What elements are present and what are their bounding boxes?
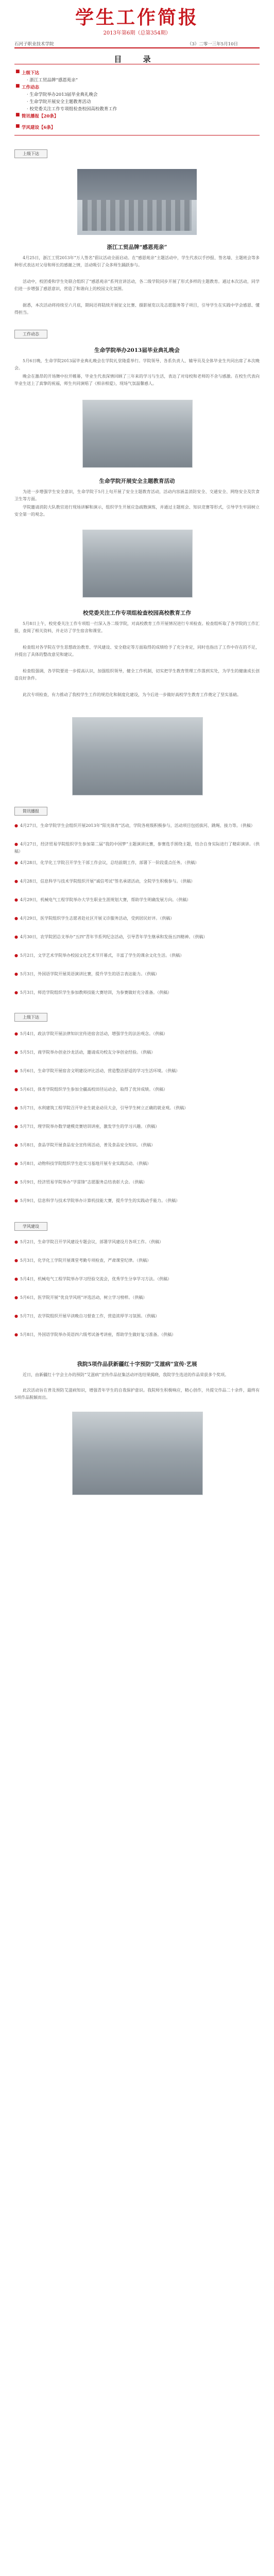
news-item (14, 1179, 260, 1186)
bullet-icon: ● (14, 953, 18, 958)
news-item (14, 1067, 260, 1075)
article-paragraph: 4月25日，浙江工贸2013年“万人签名”倡议活动全面启动。在“感恩苑亲”主题活动中，学生代表以手抄报、签名墙、主题班会等多种形式表达对父母和师长的感谢之情，活动吸引了众多师生踊跃参与。 (14, 256, 260, 267)
news-item (14, 1030, 260, 1038)
banner-backdrop (77, 169, 197, 200)
bullet-icon: ● (14, 990, 18, 995)
news-item (14, 1160, 260, 1167)
article-paragraph: 此次专项检查，有力推动了我校学生工作的规范化和制度化建设，为今后进一步做好高校学生教育工作奠定了坚实基础。 (23, 692, 241, 697)
news-item (14, 1142, 260, 1149)
news-text: 4月29日，医学院组织学生志愿者赴社区开展义诊服务活动，受到居民好评。（供稿） (20, 916, 175, 921)
bullet-icon: ● (14, 1050, 18, 1055)
news-text: 5月7日，理学院举办数学建模竞赛培训讲座，激发学生的学习兴趣。（供稿） (20, 1124, 160, 1129)
toc-title: 目 录 (114, 55, 160, 64)
toc-bullet-icon: ■ (15, 112, 20, 117)
article-paragraph: 活动中，校团委和学生处联合组织了“感恩苑亲”系列宣讲活动，各二级学院同步开展了形式多样的主题教育。通过本次活动，同学们进一步增强了感恩意识，营造了和谐向上的校园文化氛围。 (14, 279, 260, 291)
bullet-icon: ● (14, 860, 18, 865)
section-tag-upper: 上级下达 (14, 149, 47, 158)
bullet-icon: ● (14, 1198, 18, 1203)
bullet-icon: ● (14, 1180, 18, 1184)
masthead-subtitle: 2013年第6期（总第354期） (103, 30, 171, 36)
study-text: 5月6日，医学院开展“优良学风班”评选活动，树立学习榜样。（供稿） (20, 1295, 147, 1300)
toc-bullet-icon: ■ (15, 83, 20, 89)
bullet-icon: ● (14, 1124, 18, 1129)
article-paragraph: 检查组强调，各学院要进一步提高认识，加强组织领导，健全工作机制，切实把学生教育管理工作落到实处，为学生的健康成长创造良好条件。 (14, 669, 260, 681)
news-text: 4月29日，机械电气工程学院举办大学生职业生涯规划大赛，帮助学生明确发展方向。（供稿） (20, 897, 191, 902)
study-item (14, 1239, 260, 1246)
news-text: 5月5日，商学院举办创业沙龙活动，邀请成功校友分享创业经验。（供稿） (20, 1050, 156, 1055)
toc-section-news[interactable]: 简讯播报【20条】 (22, 114, 59, 119)
news-text: 5月2日，文学艺术学院举办校园文化艺术节开幕式，丰富了学生的课余文化生活。（供稿） (20, 953, 184, 958)
article-paragraph: 此次活动旨在普及预防艾滋病知识，增强青年学生的自我保护意识。我院师生积极响应，精心创作，共提交作品二十余件，最终有5项作品脱颖而出。 (14, 1388, 260, 1400)
bullet-icon: ● (14, 972, 18, 976)
bullet-icon: ● (14, 935, 18, 939)
toc-bullet-icon: ■ (15, 69, 20, 74)
toc-item[interactable]: · 校党委关注工作专项组检查校园高校教育工作 (27, 107, 117, 112)
article-title: 生命学院举办2013届毕业典礼晚会 (94, 347, 180, 353)
toc-item[interactable]: · 浙江工贸品牌“感恩苑亲” (27, 78, 78, 83)
toc-item[interactable]: · 生命学院开展安全主题教育活动 (27, 99, 91, 105)
news-text: 4月28日，化学化工学院召开学生干部工作会议，总结前期工作，部署下一阶段重点任务。（供稿） (20, 860, 199, 865)
bullet-icon: ● (14, 1143, 18, 1147)
bullet-icon: ● (14, 879, 18, 884)
bullet-icon: ● (14, 1106, 18, 1110)
news-text: 5月3日，师范学院组织学生参加教师技能大赛培训，为参赛做好充分准备。（供稿） (20, 990, 172, 995)
article-title: 浙江工贸品牌“感恩苑亲” (107, 244, 167, 250)
news-item (14, 915, 260, 922)
toc-section-work[interactable]: 工作动态 (22, 85, 40, 90)
bullet-icon: ● (14, 1240, 18, 1244)
study-item (14, 1276, 260, 1283)
news-item (14, 1105, 260, 1112)
study-text: 5月8日，外国语学院举办英语四六级考试备考讲座，帮助学生做好复习准备。（供稿） (20, 1332, 176, 1337)
news-text: 4月27日，生命学院学生会组织开展2013年“阳光体育”活动，学院各班级积极参与，活动项目包括拔河、跳绳、接力等。（供稿） (20, 823, 255, 828)
bullet-icon: ● (14, 1161, 18, 1166)
news-text: 4月28日，信息科学与技术学院组织开展“诚信考试”签名承诺活动，全院学生积极参与。（供稿） (20, 879, 195, 884)
news-text: 4月30日，农学院团总支举办“五四”青年节系列纪念活动，引导青年学生继承和发扬五四精神。（供稿） (20, 935, 208, 939)
news-item (14, 841, 260, 855)
bullet-icon: ● (14, 1087, 18, 1092)
article-paragraph: 近日，由新疆红十字会主办的预防“艾滋病”宣传作品征集活动评选结果揭晓，我院学生选送的作品荣获多个奖项。 (23, 1372, 229, 1377)
bullet-icon: ● (14, 1332, 18, 1337)
news-text: 5月4日，政法学院开展法律知识宣传进宿舍活动，增强学生的法治观念。（供稿） (20, 1031, 168, 1036)
news-text: 5月9日，经济贸易学院举办“学雷锋”志愿服务总结表彰大会。（供稿） (20, 1180, 147, 1184)
news-item (14, 822, 260, 829)
bullet-icon: ● (14, 842, 19, 846)
news-item (14, 1123, 260, 1130)
article-photo (72, 717, 203, 795)
news-text: 5月6日，体育学院组织学生参加全疆高校田径运动会，取得了优异成绩。（供稿） (20, 1087, 168, 1092)
news-text: 4月27日，经济贸易学院组织学生参加第二届“我的中国梦”主题演讲比赛，参赛选手围绕主题，结合自身实际进行了精彩演讲。（供稿） (14, 842, 260, 854)
news-text: 5月8日，动物科技学院组织学生赴实习基地开展专业实践活动。（供稿） (20, 1161, 151, 1166)
issuer: 石河子职业技术学院 (14, 42, 54, 47)
issue-date: （3）二零一三年5月10日 (187, 42, 238, 47)
study-item (14, 1294, 260, 1301)
news-item (14, 1049, 260, 1056)
article-paragraph: 为进一步增强学生安全意识，生命学院于5月上旬开展了安全主题教育活动，活动内容涵盖消防安全、交通安全、网络安全及饮食卫生等方面。 (14, 489, 260, 501)
section-tag-study: 学风建设 (14, 1222, 47, 1231)
bullet-icon: ● (14, 897, 18, 902)
study-item (14, 1331, 260, 1338)
section-tag-upper-2: 上级下达 (14, 1013, 47, 1022)
article-paragraph: 5月8日上午，校党委关注工作专项组一行深入各二级学院，对高校教育工作开展情况进行专项检查。检查组听取了各学院的工作汇报，查阅了相关资料，并走访了学生宿舍和课堂。 (14, 621, 260, 633)
banner-photo (77, 169, 197, 235)
article-photo (72, 1412, 203, 1495)
section-tag-news: 简讯播报 (14, 807, 47, 816)
news-item (14, 1086, 260, 1093)
news-text: 5月8日，食品学院开展食品安全宣传周活动，普及食品安全知识。（供稿） (20, 1143, 156, 1147)
bullet-icon: ● (14, 823, 18, 828)
article-paragraph: 检查组对各学院在学生思想政治教育、学风建设、安全稳定等方面取得的成绩给予了充分肯定，同时也指出了工作中存在的不足，并提出了具体的整改意见和建议。 (14, 645, 260, 657)
news-item (14, 989, 260, 996)
study-item (14, 1313, 260, 1320)
news-item (14, 1197, 260, 1205)
article-paragraph: 5月6日晚，生命学院2013届毕业典礼晚会在学院礼堂隆重举行。学院领导、各系负责人、辅导员及全体毕业生共同出席了本次晚会。 (14, 359, 260, 370)
bullet-icon: ● (14, 1277, 18, 1281)
article-paragraph: 学院邀请消防大队教官进行现场讲解和演示，组织学生开展应急疏散演练，并通过主题班会、知识竞赛等形式，引导学生牢固树立安全第一的观念。 (14, 505, 260, 517)
study-text: 5月4日，机械电气工程学院举办学习经验交流会，优秀学生分享学习方法。（供稿） (20, 1277, 172, 1281)
news-item (14, 971, 260, 978)
toc-bullet-icon: ■ (15, 124, 20, 129)
news-text: 5月9日，信息科学与技术学院举办计算机技能大赛，提升学生的实践动手能力。（供稿） (20, 1198, 180, 1203)
bullet-icon: ● (14, 1314, 18, 1318)
article-photo (82, 530, 193, 598)
news-item (14, 896, 260, 904)
bullet-icon: ● (14, 916, 18, 921)
article-paragraph: 据悉，本次活动将持续至六月底，期间还将陆续开展征文比赛、摄影展览以及志愿服务等子项目，引导学生在实践中学会感恩、懂得担当。 (14, 303, 260, 315)
bullet-icon: ● (14, 1031, 18, 1036)
bullet-icon: ● (14, 1258, 18, 1263)
news-text: 5月6日，生命学院开展宿舍文明建设评比活动，营造整洁舒适的学习生活环境。（供稿） (20, 1069, 180, 1073)
toc-section-upper[interactable]: 上级下达 (22, 71, 40, 76)
study-text: 5月7日，农学院组织开展早读晚自习督查工作，营造浓厚学习氛围。（供稿） (20, 1314, 160, 1318)
study-item (14, 1257, 260, 1264)
article-paragraph: 晚会在激昂的开场舞中拉开帷幕，毕业生代表深情回顾了三年来的学习与生活，表达了对母校和老师的不舍与感激。在校生代表向毕业生送上了真挚的祝福，师生共同演唱了《相亲相爱》，现场气氛温馨感人。 (14, 374, 260, 386)
news-item (14, 878, 260, 885)
news-item (14, 859, 260, 867)
bullet-icon: ● (14, 1295, 18, 1300)
news-text: 5月7日，水利建筑工程学院召开毕业生就业动员大会，引导学生树立正确的就业观。（供稿） (20, 1106, 189, 1110)
article-title: 校党委关注工作专项组检查校园高校教育工作 (83, 610, 191, 616)
article-title: 生命学院开展安全主题教育活动 (99, 478, 175, 484)
bullet-icon: ● (14, 1069, 18, 1073)
toc-item[interactable]: · 生命学院举办2013届毕业典礼晚会 (27, 92, 98, 97)
news-item (14, 952, 260, 959)
section-tag-work: 工作动态 (14, 330, 47, 338)
study-text: 5月2日，生命学院召开学风建设专题会议，部署学风建设月各项工作。（供稿） (20, 1240, 164, 1244)
masthead-title: 学生工作简报 (75, 7, 199, 28)
masthead-rule (14, 47, 260, 48)
banner-crowd (82, 200, 192, 231)
news-item (14, 934, 260, 941)
article-photo (82, 400, 193, 468)
article-title: 我院5项作品获新疆红十字预防“艾滋病”宣传·艺展 (77, 1361, 197, 1367)
news-text: 5月3日，外国语学院开展英语演讲比赛，提升学生的语言表达能力。（供稿） (20, 972, 160, 976)
study-text: 5月3日，化学化工学院开展课堂考勤专项检查，严肃课堂纪律。（供稿） (20, 1258, 151, 1263)
toc-section-study[interactable]: 学风建设【6条】 (22, 125, 56, 130)
